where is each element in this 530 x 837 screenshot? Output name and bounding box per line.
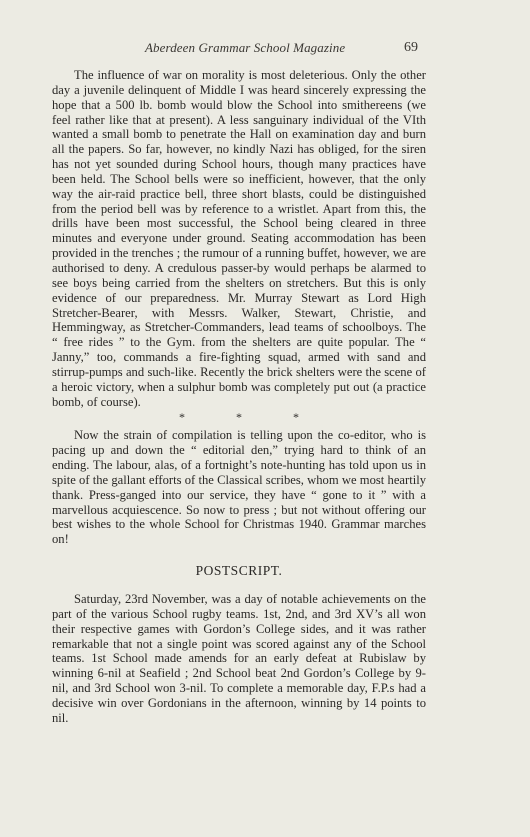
page-number: 69 (404, 40, 418, 55)
article-body (52, 68, 426, 726)
section-separator: * * * (179, 410, 323, 425)
paragraph-editorial: Now the strain of compilation is telling upon the co-editor, who is pacing up and down the “ editorial den,” trying hard to think of an ending. The labour, alas, of a fortnight’s note-hunting has told upon us in spite of the gallant efforts of the Classical scribes, whom we most heartily thank. Press-ganged into our service, they have “ gone to it ” with a marvellous acquiescence. So now to press ; but not without offering our best wishes to the whole School for Christmas 1940. Grammar marches on! (52, 428, 426, 547)
paragraph-air-raid: The influence of war on morality is most deleterious. Only the other day a juvenile delinquent of Middle I was heard sincerely expressing the hope that a 500 lb. bomb would blow the School into smithereens (we feel rather like that at present). A less sanguinary individual of the VIth wanted a small bomb to penetrate the Hall on examination day and burn all the papers. So far, however, no kindly Nazi has obliged, for the siren has not yet sounded during School hours, though many practices have been held. The School bells were so inefficient, however, that the only way the air-raid practice bell, three short blasts, could be distinguished from the period bell was by reference to a wristlet. Apart from this, the drills have been most successful, the School being cleared in three minutes and everyone under ground. Seating accommodation has been provided in the trenches ; the rumour of a running buffet, however, we are authorised to deny. A credulous passer-by would perhaps be alarmed to see boys being carried from the shelters on stretchers. But this is only evidence of our preparedness. Mr. Murray Stewart as Lord High Stretcher-Bearer, with Messrs. Walker, Stewart, Christie, and Hemmingway, as Stretcher-Commanders, lead teams of schoolboys. The “ free rides ” to the Gym. from the shelters are quite popular. The “ Janny,” too, commands a fire-fighting squad, armed with sand and stirrup-pumps and such-like. Recently the brick shelters were the scene of a heroic victory, when a sulphur bomb was completely put out (a practice bomb, of course). (52, 68, 426, 409)
running-title: Aberdeen Grammar School Magazine (145, 40, 346, 55)
postscript-heading: POSTSCRIPT. (195, 563, 283, 579)
paragraph-postscript: Saturday, 23rd November, was a day of notable achievements on the part of the various School rugby teams. 1st, 2nd, and 3rd XV’s all won their respective games with Gordon’s College sides, and it was rather remarkable that not a single point was scored against any of the School teams. 1st School made amends for an early defeat at Rubislaw by winning 6-nil at Seafield ; 2nd School beat 2nd Gordon’s College by 9-nil, and 3rd School won 3-nil. To complete a memorable day, F.P.s had a decisive win over Gordonians in the afternoon, winning by 14 points to nil. (52, 592, 426, 725)
